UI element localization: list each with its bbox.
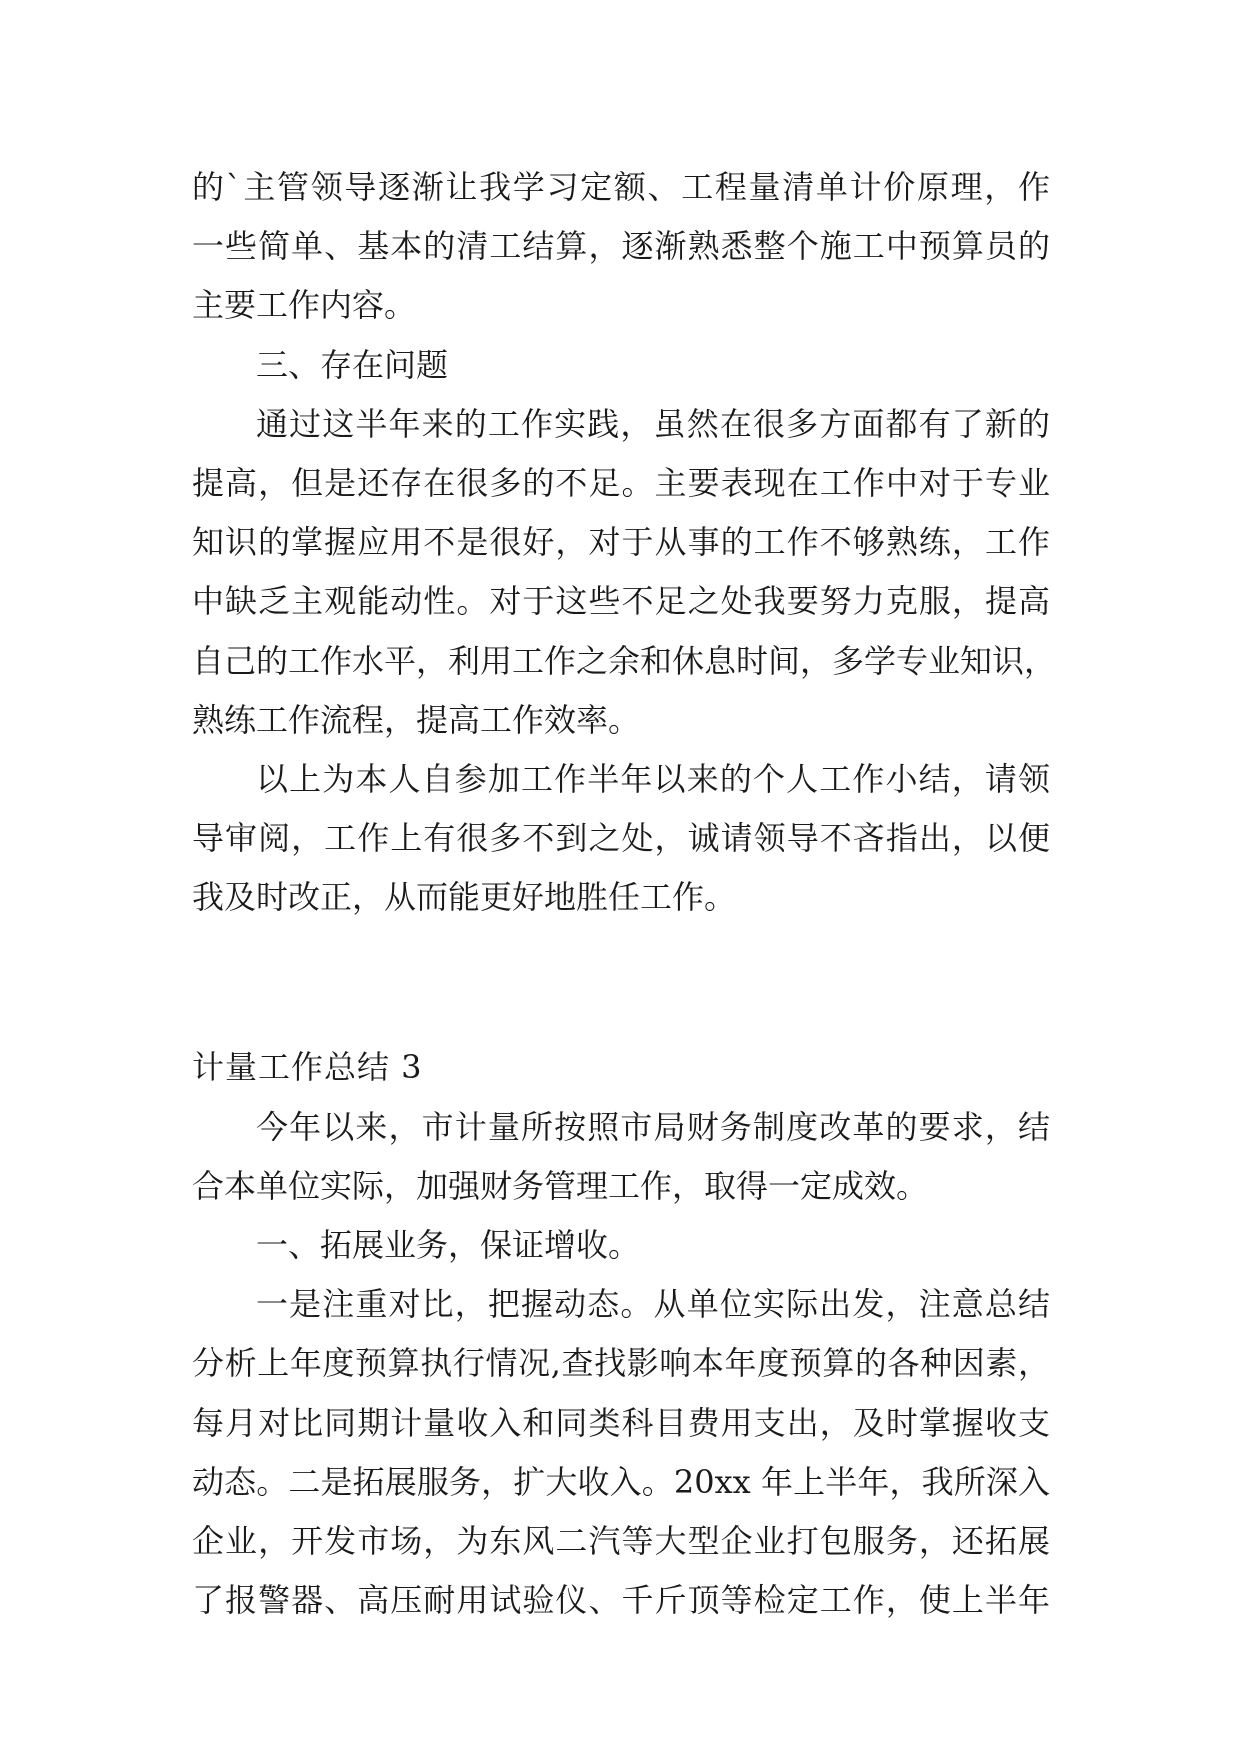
paragraph-line: 通过这半年来的工作实践，虽然在很多方面都有了新的 [256,404,1050,443]
paragraph-line: 导审阅，工作上有很多不到之处，诚请领导不吝指出，以便 [192,819,1050,858]
paragraph-line: 合本单位实际，加强财务管理工作，取得一定成效。 [192,1166,929,1205]
paragraph-line: 提高，但是还存在很多的不足。主要表现在工作中对于专业 [192,463,1050,502]
paragraph-line: 今年以来，市计量所按照市局财务制度改革的要求，结 [256,1107,1050,1146]
paragraph-line: 一些简单、基本的清工结算，逐渐熟悉整个施工中预算员的 [192,227,1050,266]
paragraph-line: 我及时改正，从而能更好地胜任工作。 [192,878,737,917]
paragraph-line: 熟练工作流程，提高工作效率。 [192,700,641,739]
paragraph-line: 知识的掌握应用不是很好，对于从事的工作不够熟练，工作 [192,523,1050,562]
paragraph-line: 了报警器、高压耐用试验仪、千斤顶等检定工作，使上半年 [192,1581,1050,1620]
paragraph-line: 的`主管领导逐渐让我学习定额、工程量清单计价原理，作 [192,168,1050,206]
paragraph-line: 每月对比同期计量收入和同类科目费用支出，及时掌握收支 [192,1403,1050,1442]
document-page [192,158,1057,1630]
paragraph-line: 企业，开发市场，为东风二汽等大型企业打包服务，还拓展 [192,1521,1050,1560]
subheading-existing-problems: 三、存在问题 [256,345,449,384]
paragraph-line: 分析上年度预算执行情况,查找影响本年度预算的各种因素， [192,1344,1050,1383]
section-gap [192,927,1050,1038]
paragraph-line: 中缺乏主观能动性。对于这些不足之处我要努力克服，提高 [192,582,1050,621]
paragraph-line: 动态。二是拓展服务，扩大收入。20xx 年上半年，我所深入 [192,1462,1050,1501]
section-title: 计量工作总结 3 [192,1048,423,1087]
paragraph-line: 主要工作内容。 [192,286,417,325]
paragraph-line: 一是注重对比，把握动态。从单位实际出发，注意总结 [256,1285,1050,1324]
paragraph-line: 以上为本人自参加工作半年以来的个人工作小结，请领 [256,759,1050,798]
paragraph-line: 自己的工作水平，利用工作之余和休息时间，多学专业知识， [192,641,1057,680]
subheading-expand-business: 一、拓展业务，保证增收。 [256,1226,641,1264]
